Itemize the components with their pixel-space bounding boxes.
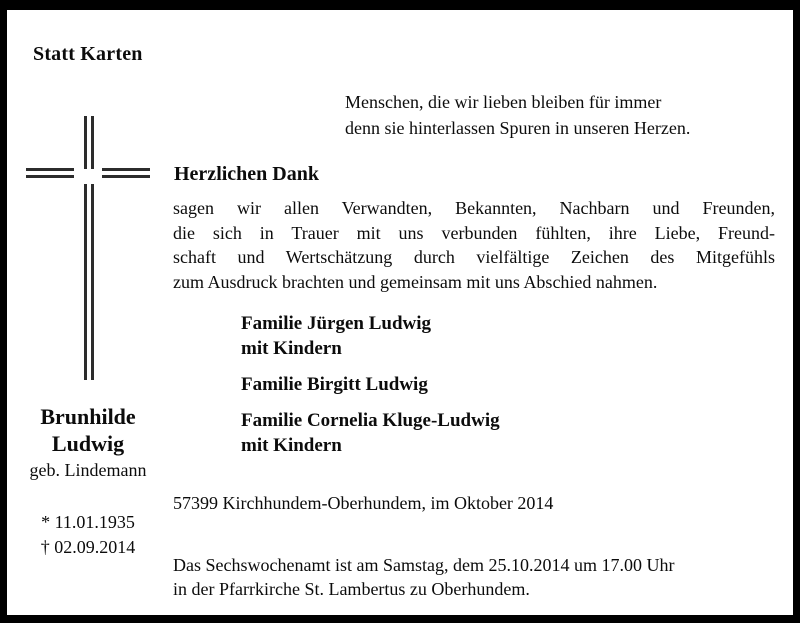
family-name: Familie Birgitt Ludwig xyxy=(241,374,428,395)
cross-right-arm-line-bottom xyxy=(102,175,150,178)
thanks-body-line-1: sagen wir allen Verwandten, Bekannten, Nachbarn und Freunden, xyxy=(173,198,775,218)
cross-upper-shaft-line-right xyxy=(91,116,94,169)
family-list xyxy=(241,311,500,458)
family-children: mit Kindern xyxy=(241,435,342,456)
cross-left-arm-line-bottom xyxy=(26,175,74,178)
thanks-body-line-3: schaft und Wertschätzung durch vielfältige Zeichen des Mitgefühls xyxy=(173,247,775,267)
family-entry xyxy=(241,372,500,397)
verse-line-2: denn sie hinterlassen Spuren in unseren Herzen. xyxy=(345,118,691,138)
cross-left-arm-line-top xyxy=(26,168,74,171)
page-title: Statt Karten xyxy=(33,43,143,65)
deceased-last-name: Ludwig xyxy=(51,431,125,456)
deceased-dates-block xyxy=(7,510,169,560)
thanks-body-text xyxy=(173,196,775,294)
place-and-date-line: 57399 Kirchhundem-Oberhundem, im Oktober 2014 xyxy=(173,493,554,513)
thanks-heading: Herzlichen Dank xyxy=(174,163,319,185)
thanks-body-line-2: die sich in Trauer mit uns verbunden fühlten, ihre Liebe, Freund- xyxy=(173,222,775,243)
service-announcement xyxy=(173,553,674,601)
cross-lower-shaft-line-left xyxy=(84,184,87,380)
cross-right-arm-line-top xyxy=(102,168,150,171)
thanks-body-line-4: zum Ausdruck brachten und gemeinsam mit uns Abschied nahmen. xyxy=(173,271,658,292)
memorial-cross-icon xyxy=(24,106,154,391)
family-name: Familie Cornelia Kluge-Ludwig xyxy=(241,410,500,431)
cross-lower-shaft-line-right xyxy=(91,184,94,380)
card-inner-area xyxy=(7,10,793,615)
service-line-1: Das Sechswochenamt ist am Samstag, dem 25.10.2014 um 17.00 Uhr xyxy=(173,555,675,575)
verse-line-1: Menschen, die wir lieben bleiben für immer xyxy=(345,92,662,112)
cross-upper-shaft-line-left xyxy=(84,116,87,169)
family-children: mit Kindern xyxy=(241,338,342,359)
deceased-maiden-name: geb. Lindemann xyxy=(29,460,147,480)
family-entry xyxy=(241,408,500,458)
service-line-2: in der Pfarrkirche St. Lambertus zu Oberhundem. xyxy=(173,579,530,599)
memorial-verse xyxy=(345,89,690,141)
deceased-name-block xyxy=(7,403,169,482)
family-name: Familie Jürgen Ludwig xyxy=(241,313,432,334)
deceased-first-name: Brunhilde xyxy=(40,404,136,429)
birth-date: * 11.01.1935 xyxy=(41,512,135,532)
death-date: † 02.09.2014 xyxy=(40,537,136,557)
family-entry xyxy=(241,311,500,361)
